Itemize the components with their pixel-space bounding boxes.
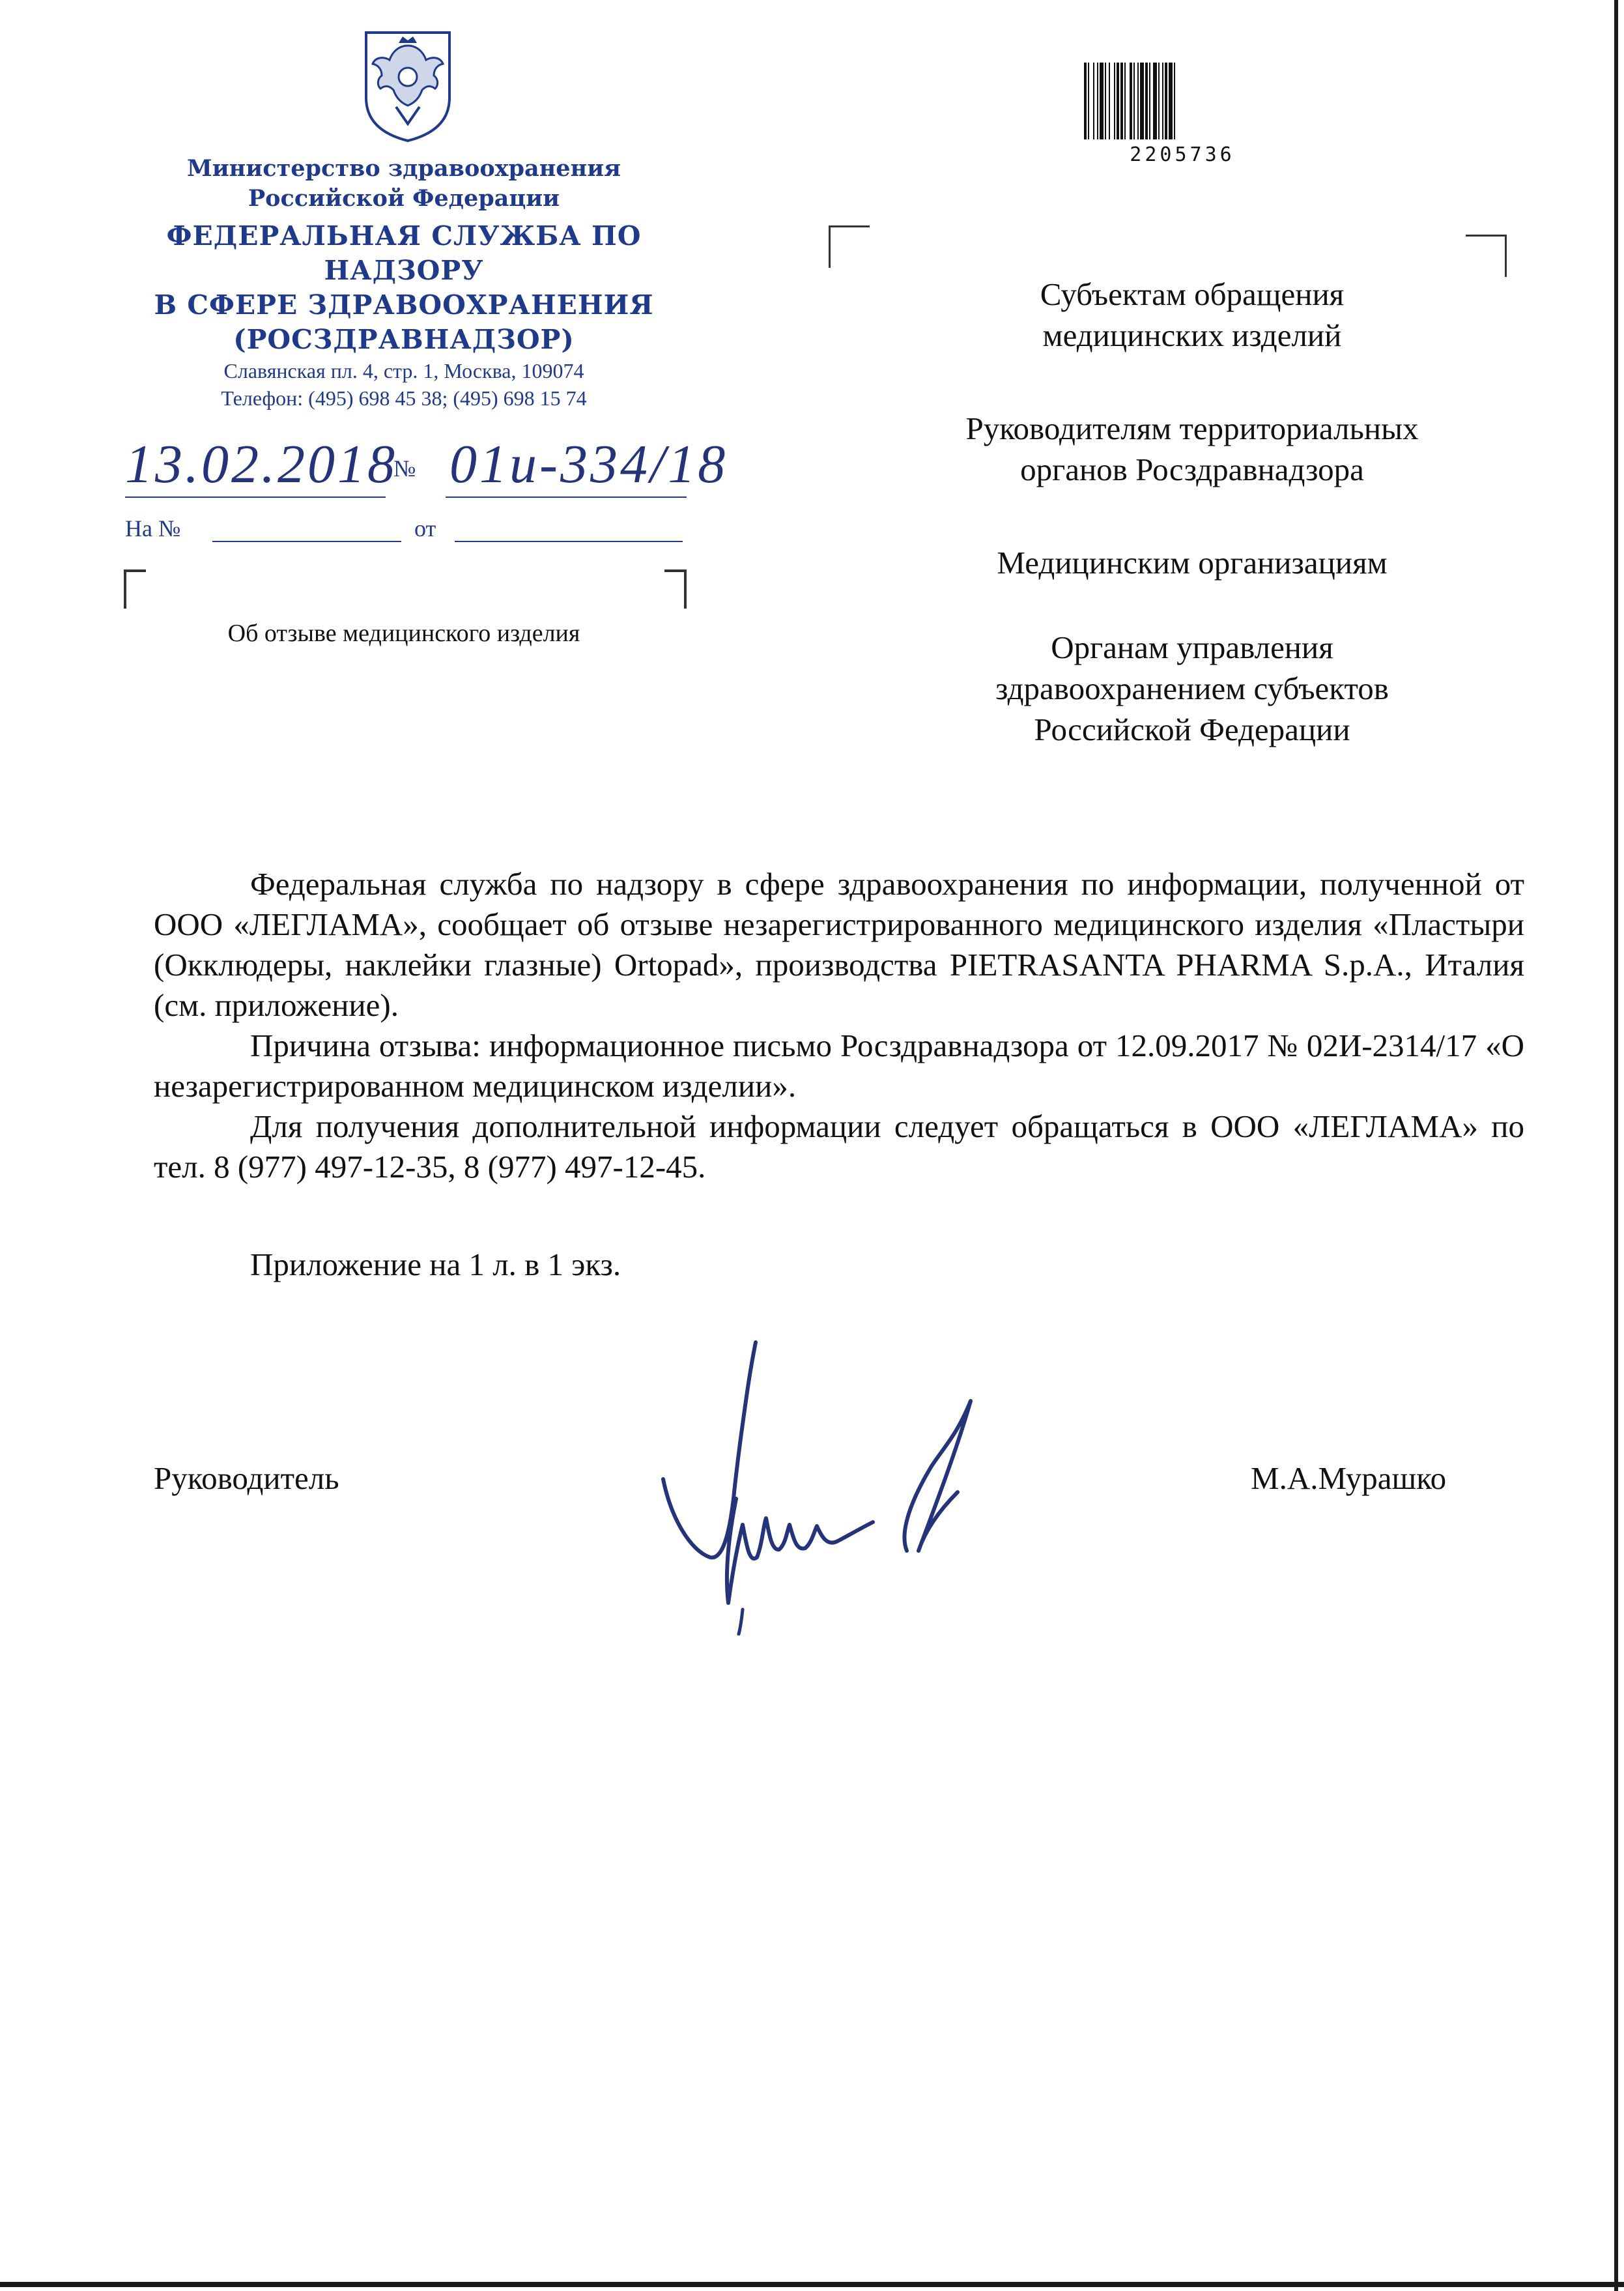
barcode-bar: [1105, 63, 1106, 139]
from-date-line: [455, 541, 683, 542]
signatory-position: Руководитель: [154, 1460, 339, 1496]
barcode-bar: [1093, 63, 1094, 139]
body-paragraph-2: Причина отзыва: информационное письмо Росздравнадзора от 12.09.2017 № 02И-2314/17 «О незарегистрированном медицинском изделии».: [154, 1028, 1524, 1104]
date-underline: [125, 497, 386, 498]
recipient-block-4: [847, 627, 1537, 750]
barcode-number: 2205736: [1130, 143, 1235, 166]
recipient-block-3: [847, 542, 1537, 583]
reply-number-line: [212, 541, 401, 542]
page-edge-bottom: [0, 2282, 1624, 2287]
contact-info: [124, 357, 684, 412]
barcode-bar: [1097, 63, 1098, 139]
recipient-2-line-2: органов Росздравнадзора: [1020, 452, 1364, 487]
service-line-1: ФЕДЕРАЛЬНАЯ СЛУЖБА ПО НАДЗОРУ: [166, 220, 642, 286]
ministry-name: [150, 154, 658, 214]
barcode-bar: [1100, 63, 1104, 139]
barcode-bar: [1153, 63, 1157, 139]
service-name: [98, 219, 710, 357]
recipient-4-line-1: Органам управления: [1051, 629, 1333, 665]
signatory-name: М.А.Мурашко: [1251, 1460, 1447, 1496]
barcode-bar: [1174, 63, 1175, 139]
phone-line: Телефон: (495) 698 45 38; (495) 698 15 74: [221, 386, 587, 410]
attachment-note: Приложение на 1 л. в 1 экз.: [250, 1246, 621, 1282]
recipient-block-2: [847, 408, 1537, 490]
barcode-bar: [1109, 63, 1110, 139]
service-line-3: (РОСЗДРАВНАДЗОР): [233, 324, 575, 355]
service-line-2: В СФЕРЕ ЗДРАВООХРАНЕНИЯ: [154, 289, 654, 321]
corner-mark-top-right: [664, 569, 687, 609]
ministry-line-1: Министерство здравоохранения: [186, 155, 621, 182]
from-label: от: [414, 515, 436, 541]
barcode-bar: [1145, 63, 1148, 139]
recipient-3-line-1: Медицинским организациям: [997, 545, 1388, 581]
reply-label: На №: [125, 515, 181, 541]
registration-number: 01и-334/18: [449, 434, 728, 495]
barcode-bar: [1114, 63, 1115, 139]
barcode-bars: [1081, 63, 1283, 143]
barcode-bar: [1124, 63, 1126, 139]
barcode-bar: [1165, 63, 1167, 139]
recipient-1-line-2: медицинских изделий: [1042, 317, 1342, 353]
handwritten-signature: [651, 1336, 990, 1635]
barcode-bar: [1158, 63, 1160, 139]
barcode-bar: [1088, 63, 1089, 139]
barcode-bar: [1084, 63, 1087, 139]
page-edge-right: [1614, 0, 1618, 2291]
recipient-2-line-1: Руководителям территориальных: [965, 411, 1419, 446]
number-sign: №: [393, 455, 416, 482]
barcode-bar: [1169, 63, 1173, 139]
recipient-corner-left: [829, 225, 870, 268]
barcode-bar: [1137, 63, 1139, 139]
barcode-bar: [1133, 63, 1135, 139]
number-underline: [446, 497, 687, 498]
recipient-4-line-3: Российской Федерации: [1034, 712, 1350, 747]
barcode-bar: [1120, 63, 1123, 139]
recipient-1-line-1: Субъектам обращения: [1040, 276, 1345, 312]
barcode-bar: [1162, 63, 1163, 139]
recipient-4-line-2: здравоохранением субъектов: [995, 670, 1389, 706]
corner-mark-top-left: [124, 569, 146, 609]
barcode: [1081, 63, 1283, 143]
recipient-corner-right: [1466, 235, 1507, 277]
barcode-bar: [1149, 63, 1150, 139]
coat-of-arms-icon: [360, 26, 456, 143]
address-line: Славянская пл. 4, стр. 1, Москва, 109074: [223, 359, 584, 382]
recipient-block-1: [847, 274, 1537, 356]
letter-subject: Об отзыве медицинского изделия: [227, 620, 580, 647]
body-paragraph-1: Федеральная служба по надзору в сфере здравоохранения по информации, полученной от ООО «ЛЕГЛАМА», сообщает об отзыве незарегистрированного медицинского изделия «Пластыри (Окклюдеры, наклейки глазные) Ortopad», производства PIETRASANTA PHARMA S.p.A., Италия (см. приложение).: [154, 866, 1524, 1023]
barcode-bar: [1140, 63, 1144, 139]
barcode-bar: [1117, 63, 1119, 139]
ministry-line-2: Российской Федерации: [248, 185, 560, 212]
body-paragraph-3: Для получения дополнительной информации следует обращаться в ООО «ЛЕГЛАМА» по тел. 8 (977) 497-12-35, 8 (977) 497-12-45.: [154, 1108, 1524, 1185]
registration-date: 13.02.2018: [125, 434, 397, 495]
barcode-bar: [1130, 63, 1132, 139]
